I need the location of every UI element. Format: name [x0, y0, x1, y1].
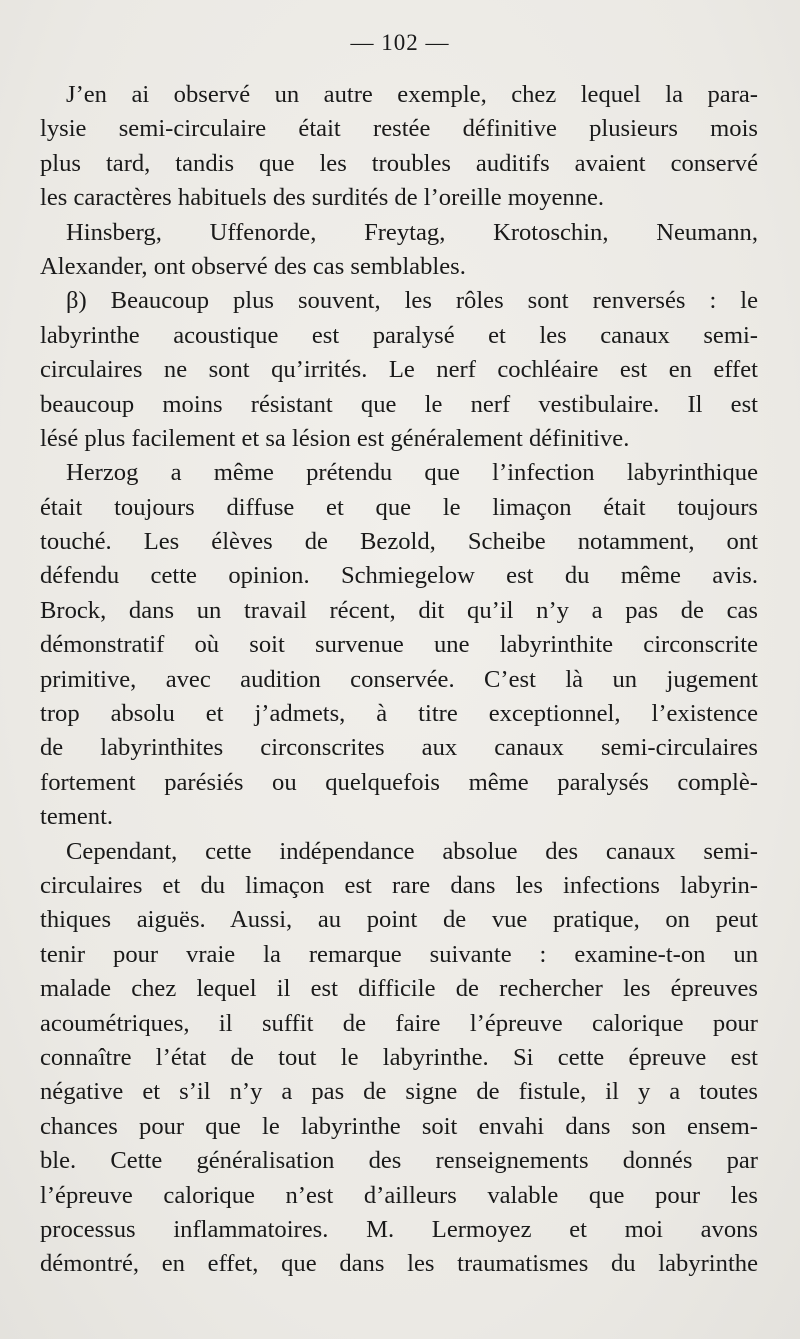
text-line: thiques aiguës. Aussi, au point de vue pratique, on peut: [40, 906, 758, 934]
text-line: J’en ai observé un autre exemple, chez lequel la para-: [66, 81, 758, 108]
text-line: Cependant, cette indépendance absolue des canaux semi-: [66, 837, 758, 865]
body-text: [40, 78, 758, 1282]
text-line: malade chez lequel il est difficile de rechercher les épreuves: [40, 975, 758, 1003]
text-line: processus inflammatoires. M. Lermoyez et moi avons: [40, 1215, 758, 1243]
text-line: tenir pour vraie la remarque suivante : examine-t-on un: [40, 940, 758, 968]
text-line: négative et s’il n’y a pas de signe de fistule, il y a toutes: [40, 1078, 758, 1106]
text-line: de labyrinthites circonscrites aux canaux semi-circulaires: [40, 734, 758, 762]
text-line: l’épreuve calorique n’est d’ailleurs valable que pour les: [40, 1181, 758, 1209]
text-line: circulaires ne sont qu’irrités. Le nerf cochléaire est en effet: [40, 356, 758, 384]
text-line: Brock, dans un travail récent, dit qu’il n’y a pas de cas: [40, 596, 758, 624]
text-line: chances pour que le labyrinthe soit envahi dans son ensem-: [40, 1112, 758, 1140]
text-line: lysie semi-circulaire était restée définitive plusieurs mois: [40, 115, 758, 143]
text-line: β) Beaucoup plus souvent, les rôles sont renversés : le: [66, 287, 758, 315]
page-number: — 102 —: [350, 30, 450, 55]
text-line: Herzog a même prétendu que l’infection labyrinthique: [66, 459, 758, 487]
text-line: labyrinthe acoustique est paralysé et les canaux semi-: [40, 321, 758, 349]
text-line: circulaires et du limaçon est rare dans les infections labyrin-: [40, 871, 758, 899]
text-line: ble. Cette généralisation des renseignements donnés par: [40, 1147, 758, 1175]
text-line: défendu cette opinion. Schmiegelow est du même avis.: [40, 562, 758, 590]
text-line: démonstratif où soit survenue une labyrinthite circonscrite: [40, 631, 758, 659]
text-line: Alexander, ont observé des cas semblables.: [40, 252, 466, 280]
text-line: acoumétriques, il suffit de faire l’épreuve calorique pour: [40, 1009, 758, 1037]
text-line: trop absolu et j’admets, à titre exceptionnel, l’existence: [40, 700, 758, 728]
text-line: touché. Les élèves de Bezold, Scheibe notamment, ont: [40, 528, 758, 556]
text-line: plus tard, tandis que les troubles auditifs avaient conservé: [40, 149, 758, 177]
text-line: était toujours diffuse et que le limaçon était toujours: [40, 493, 758, 521]
text-line: beaucoup moins résistant que le nerf vestibulaire. Il est: [40, 390, 758, 418]
text-line: Hinsberg, Uffenorde, Freytag, Krotoschin, Neumann,: [66, 218, 758, 246]
text-line: les caractères habituels des surdités de l’oreille moyenne.: [40, 184, 605, 212]
text-line: fortement parésiés ou quelquefois même paralysés complè-: [40, 768, 758, 796]
text-line: connaître l’état de tout le labyrinthe. Si cette épreuve est: [40, 1043, 758, 1071]
text-line: lésé plus facilement et sa lésion est généralement définitive.: [40, 424, 630, 452]
text-line: primitive, avec audition conservée. C’est là un jugement: [40, 665, 758, 693]
text-line: tement.: [40, 803, 114, 831]
text-line: démontré, en effet, que dans les traumatismes du labyrinthe: [40, 1250, 758, 1278]
